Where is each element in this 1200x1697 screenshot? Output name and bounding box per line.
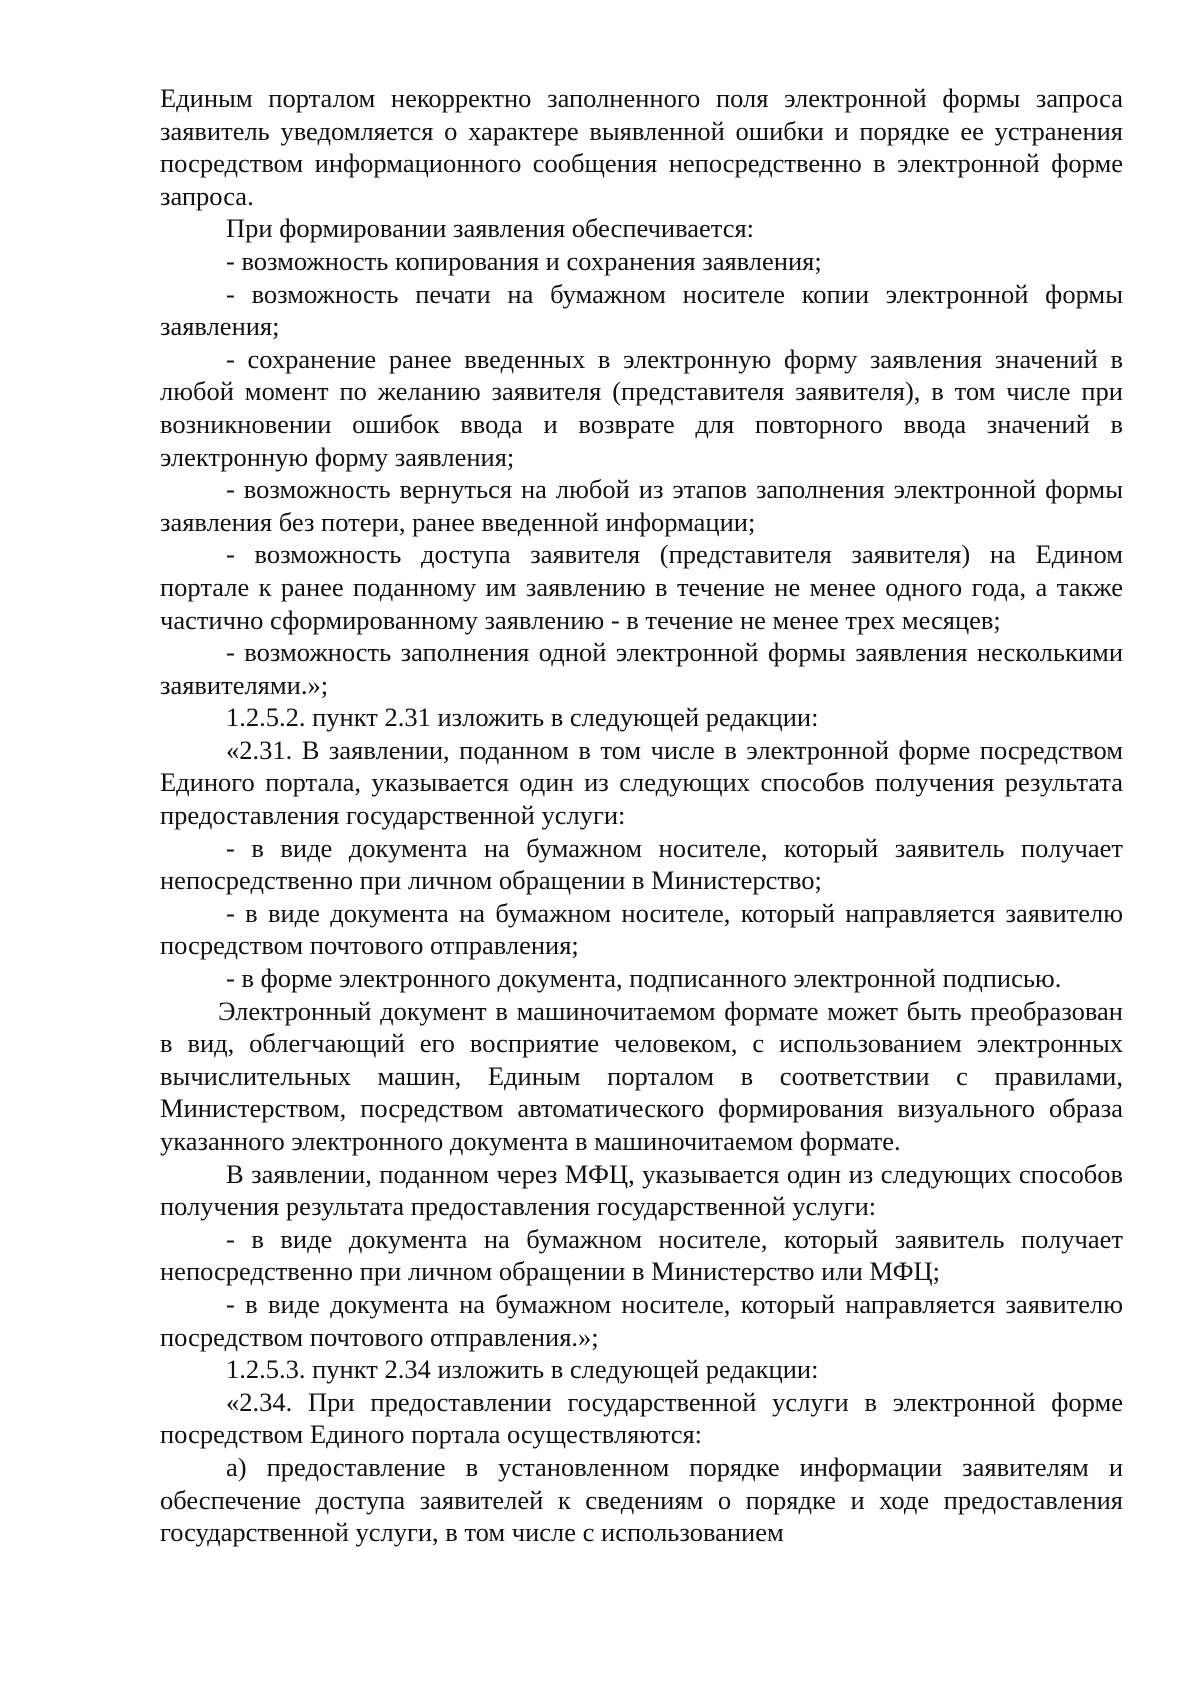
list-item-return-stage: - возможность вернуться на любой из этапов заполнения электронной формы заявления без потери, ранее введенной информации;: [160, 474, 1123, 537]
clause-2-34-item-a: а) предоставление в установленном порядке информации заявителям и обеспечение доступа заявителей к сведениям о порядке и ходе предоставления государственной услуги, в том числе с использованием: [160, 1451, 1123, 1548]
list-item-paper-in-person: - в виде документа на бумажном носителе, который заявитель получает непосредственно при личном обращении в Министерство;: [160, 832, 1123, 896]
list-item-print: - возможность печати на бумажном носителе копии электронной формы заявления;: [160, 278, 1123, 342]
list-item-electronic-document: - в форме электронного документа, подписанного электронной подписью.: [226, 963, 1062, 994]
list-item-mfc-paper-in-person: - в виде документа на бумажном носителе, который заявитель получает непосредственно при личном обращении в Министерство или МФЦ;: [160, 1223, 1123, 1287]
amendment-2-31-heading: 1.2.5.2. пункт 2.31 изложить в следующей редакции:: [226, 702, 819, 733]
list-item-multiple-applicants: - возможность заполнения одной электронной формы заявления несколькими заявителями.»;: [160, 637, 1123, 700]
list-item-preserve-values: - сохранение ранее введенных в электронную форму заявления значений в любой момент по желанию заявителя (представителя заявителя), в том числе при возникновении ошибок ввода и возврате для повторного ввода значений в электронную форму заявления;: [160, 343, 1123, 472]
list-item-access-application: - возможность доступа заявителя (представителя заявителя) на Едином портале к ранее поданному им заявлению в течение не менее одного года, а также частично сформированному заявлению - в течение не менее трех месяцев;: [160, 539, 1123, 635]
list-item-copy-save: - возможность копирования и сохранения заявления;: [226, 245, 822, 276]
paragraph-form-provisions: При формировании заявления обеспечивается:: [226, 213, 755, 244]
document-body: [160, 82, 1123, 1549]
clause-2-31: «2.31. В заявлении, поданном в том числе в электронной форме посредством Единого портала, указывается один из следующих способов получения результата предоставления государственной услуги:: [160, 734, 1123, 831]
amendment-2-34-heading: 1.2.5.3. пункт 2.34 изложить в следующей редакции:: [226, 1354, 819, 1385]
paragraph-mfc-application: В заявлении, поданном через МФЦ, указывается один из следующих способов получения результата предоставления государственной услуги:: [160, 1158, 1123, 1222]
list-item-mfc-paper-mail: - в виде документа на бумажном носителе, который направляется заявителю посредством почтового отправления.»;: [160, 1288, 1123, 1352]
clause-2-34: «2.34. При предоставлении государственной услуги в электронной форме посредством Единого портала осуществляются:: [160, 1386, 1123, 1450]
paragraph-machine-readable: Электронный документ в машиночитаемом формате может быть преобразован в вид, облегчающий его восприятие человеком, с использованием электронных вычислительных машин, Единым порталом в соответствии с правилами, Министерством, посредством автоматического формирования визуального образа указанного электронного документа в машиночитаемом формате.: [160, 995, 1123, 1156]
list-item-paper-mail: - в виде документа на бумажном носителе, который направляется заявителю посредством почтового отправления;: [160, 897, 1123, 961]
paragraph-continuation: Единым порталом некорректно заполненного поля электронной формы запроса заявитель уведомляется о характере выявленной ошибки и порядке ее устранения посредством информационного сообщения непосредственно в электронной форме запроса.: [160, 83, 1123, 211]
